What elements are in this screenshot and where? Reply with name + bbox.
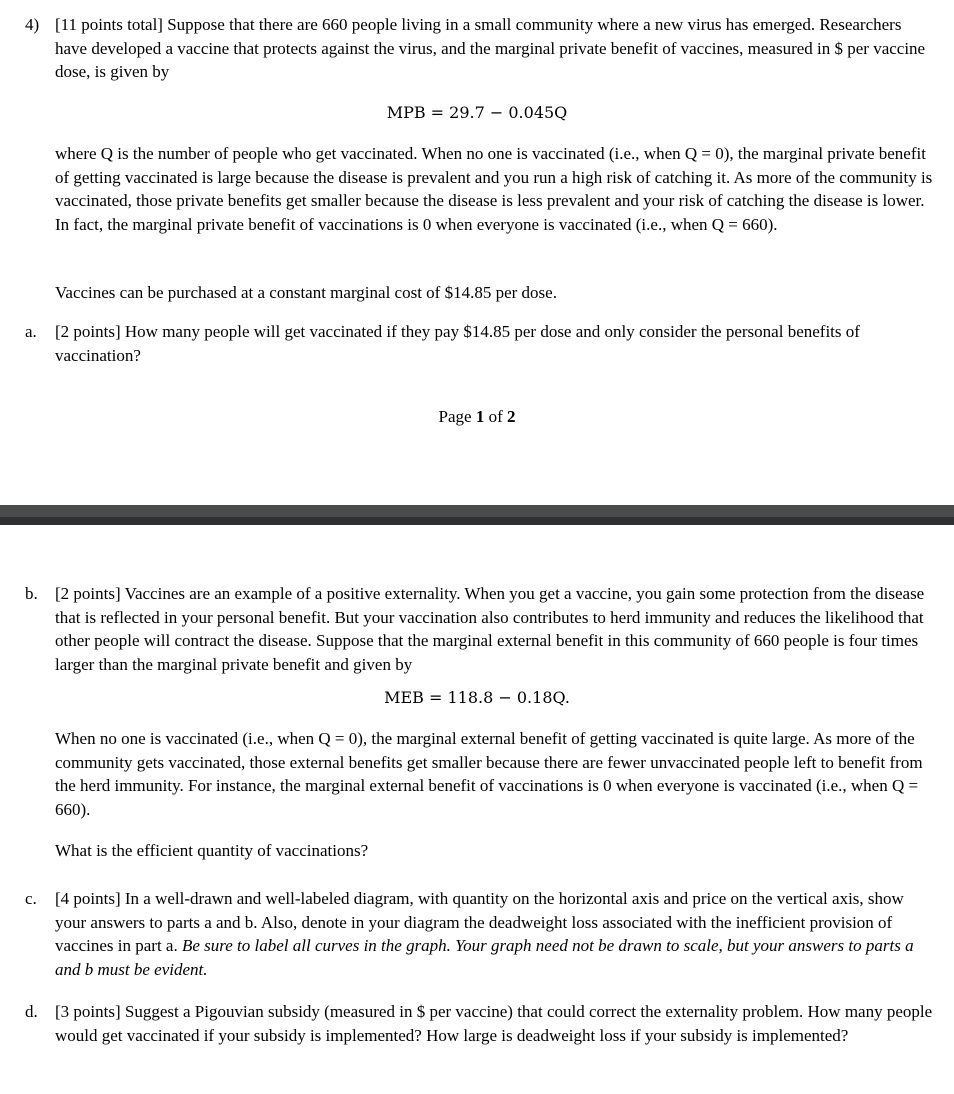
document-page-2	[0, 525, 954, 1094]
part-b-explanation	[55, 727, 935, 821]
part-a-text: [2 points] How many people will get vaccinated if they pay $14.85 per dose and only consider the personal benefits of vaccination?	[55, 322, 860, 365]
footer-prefix: Page	[438, 407, 476, 426]
part-b	[55, 582, 935, 676]
page-separator-shadow	[0, 517, 954, 525]
footer-total-pages: 2	[506, 407, 516, 426]
part-d-label: d.	[25, 1002, 38, 1021]
page-footer	[0, 405, 954, 429]
footer-page-number: 1	[475, 407, 485, 426]
part-a	[55, 320, 935, 367]
marginal-cost-text: Vaccines can be purchased at a constant marginal cost of $14.85 per dose.	[55, 283, 557, 302]
part-a-label: a.	[25, 322, 37, 341]
page-separator	[0, 505, 954, 525]
mpb-equation: MPB = 29.7 − 0.045Q	[386, 103, 568, 122]
meb-equation: MEB = 118.8 − 0.18Q.	[384, 688, 570, 707]
question-explanation-text: where Q is the number of people who get vaccinated. When no one is vaccinated (i.e., when Q = 0), the marginal private benefit of getting vaccinated is large because the disease is prevalent and you run a high risk of catching it. As more of the community is vaccinated, those private benefits get smaller because the disease is less prevalent and your risk of catching the disease is lower. In fact, the marginal private benefit of vaccinations is 0 when everyone is vaccinated (i.e., when Q = 660).	[55, 144, 933, 234]
part-b-explanation-text: When no one is vaccinated (i.e., when Q = 0), the marginal external benefit of getting vaccinated is quite large. As more of the community gets vaccinated, those external benefits get smaller because there are fewer unvaccinated people left to benefit from the herd immunity. For instance, the marginal external benefit of vaccinations is 0 when everyone is vaccinated (i.e., when Q = 660).	[55, 729, 923, 819]
footer-of: of	[484, 407, 507, 426]
part-b-text: [2 points] Vaccines are an example of a positive externality. When you get a vaccine, you gain some protection from the disease that is reflected in your personal benefit. But your vaccination also contributes to herd immunity and reduces the likelihood that other people will contract the disease. Suppose that the marginal external benefit in this community of 660 people is four times larger than the marginal private benefit and given by	[55, 584, 925, 674]
part-b-question	[55, 839, 935, 863]
part-d	[55, 1000, 935, 1047]
part-c-text: [4 points] In a well-drawn and well-labeled diagram, with quantity on the horizontal axis and price on the vertical axis, show your answers to parts a and b. Also, denote in your diagram the deadweight loss associated with the inefficient provision of vaccines in part a.	[55, 889, 904, 955]
document-page-1	[0, 0, 954, 505]
part-d-text: [3 points] Suggest a Pigouvian subsidy (measured in $ per vaccine) that could correct the externality problem. How many people would get vaccinated if your subsidy is implemented? How large is deadweight loss if your subsidy is implemented?	[55, 1002, 933, 1045]
part-c-paragraph	[55, 887, 935, 981]
part-b-question-text: What is the efficient quantity of vaccinations?	[55, 841, 369, 860]
question-number: 4)	[25, 15, 40, 34]
marginal-cost-statement	[55, 281, 935, 305]
question-explanation	[55, 142, 935, 236]
part-b-label: b.	[25, 584, 38, 603]
question-intro-text: [11 points total] Suppose that there are 660 people living in a small community where a new virus has emerged. Researchers have developed a vaccine that protects against the virus, and the marginal private benefit of vaccines, measured in $ per vaccine dose, is given by	[55, 15, 926, 81]
part-c	[55, 887, 935, 981]
question-intro	[55, 13, 935, 84]
part-c-italic-text: Be sure to label all curves in the graph. Your graph need not be drawn to scale, but your answers to parts a and b must be evident.	[55, 936, 914, 979]
part-c-label: c.	[25, 889, 37, 908]
